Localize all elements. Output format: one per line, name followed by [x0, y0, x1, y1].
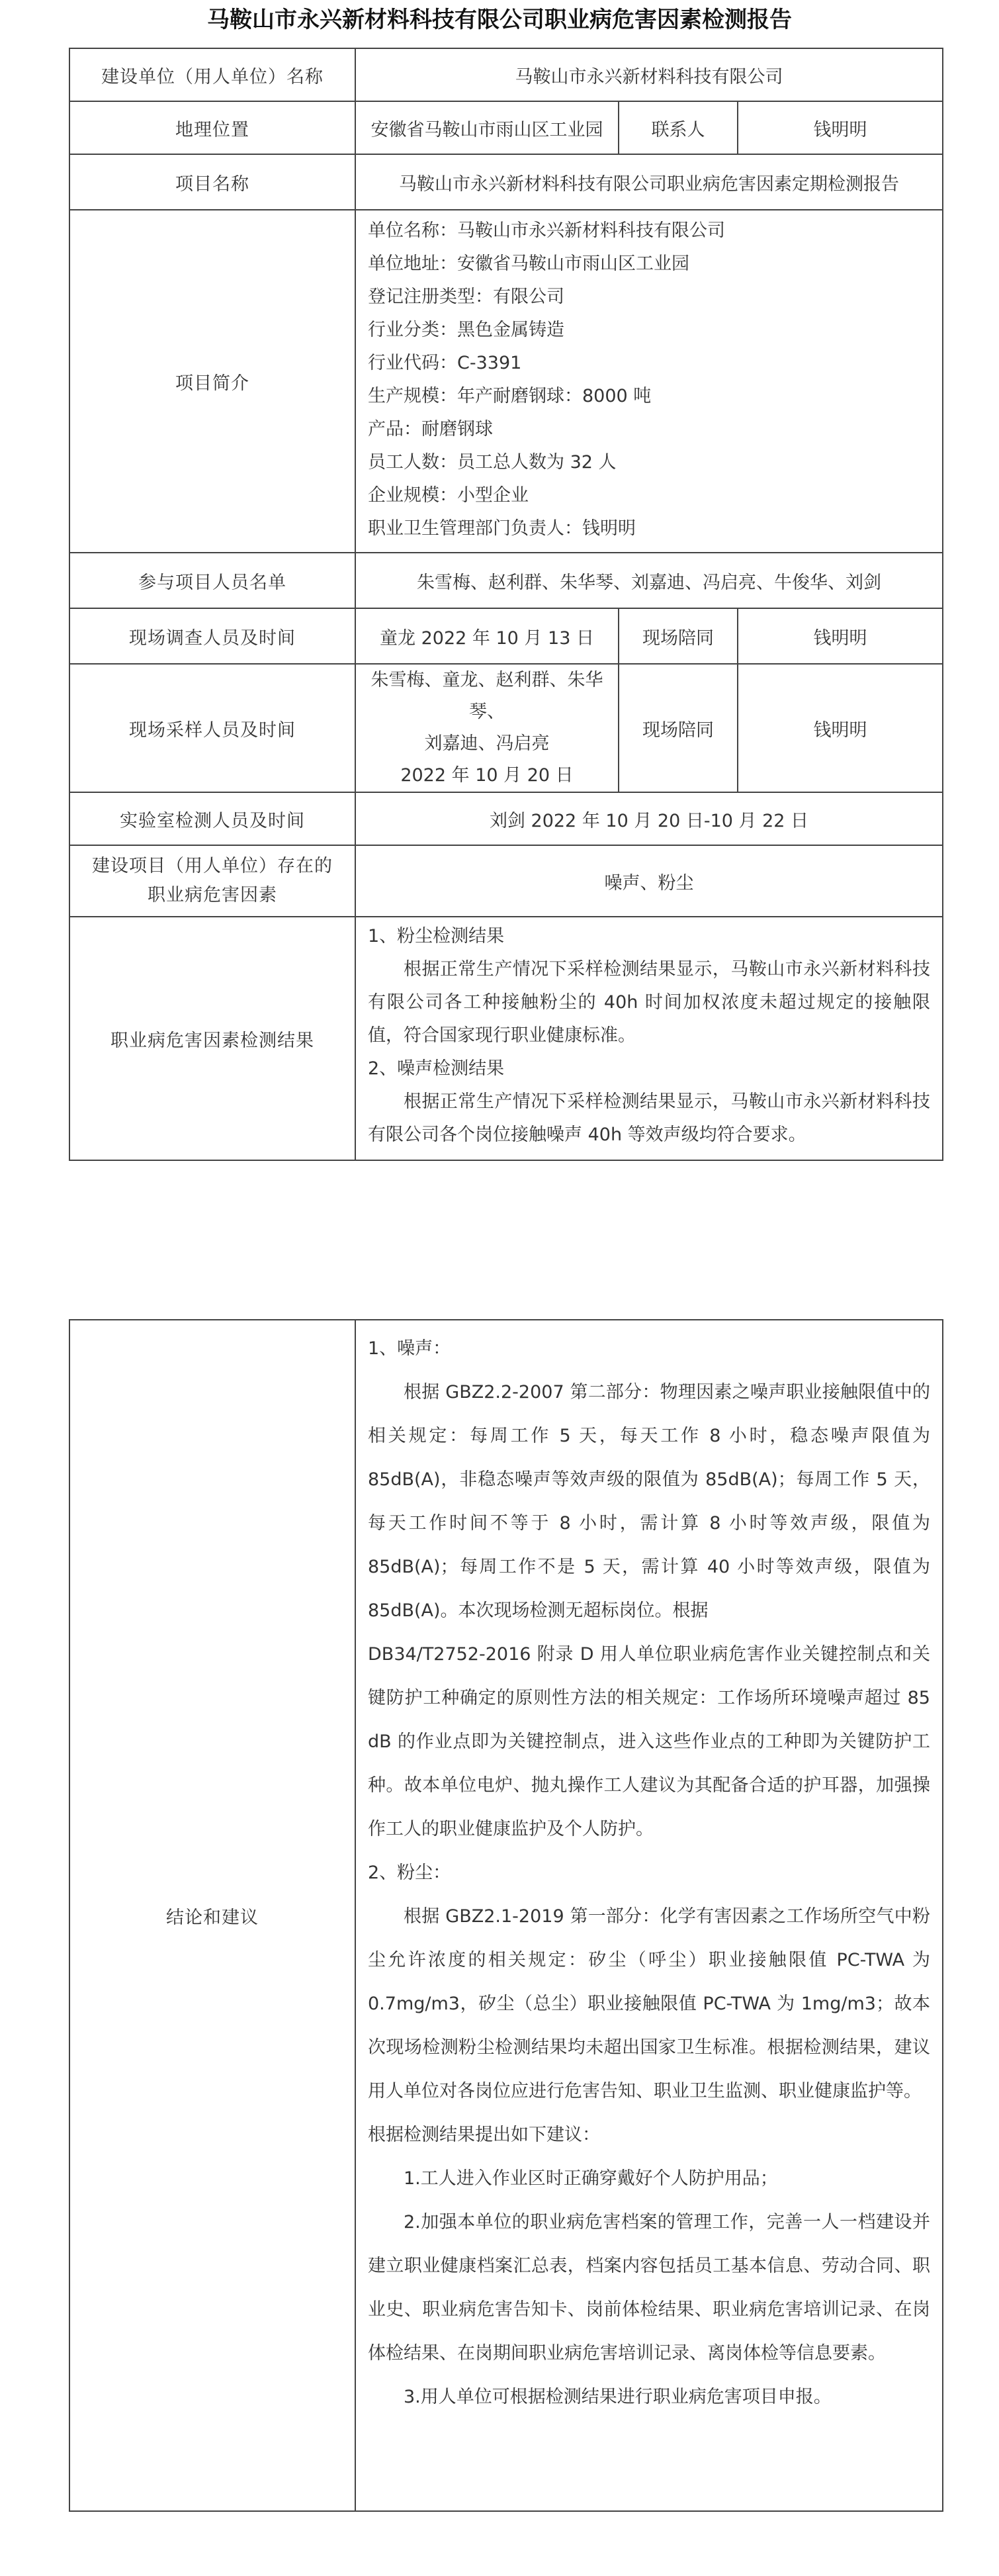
intro-line: 员工人数：员工总人数为 32 人	[368, 452, 617, 473]
sampling-line: 刘嘉迪、冯启亮	[424, 733, 550, 754]
row-project-intro	[69, 210, 943, 553]
unit-value: 马鞍山市永兴新材料科技有限公司	[355, 48, 943, 101]
conclusion-label: 结论和建议	[69, 1320, 355, 2511]
project-intro-label: 项目简介	[69, 210, 355, 553]
contact-label: 联系人	[619, 101, 738, 154]
sampling-escort-value: 钱明明	[738, 664, 943, 792]
survey-value: 童龙 2022 年 10 月 13 日	[355, 608, 619, 664]
suggestion-item: 2.加强本单位的职业病危害档案的管理工作，完善一人一档建设并建立职业健康档案汇总表，档案内容包括员工基本信息、劳动合同、职业史、职业病危害告知卡、岗前体检结果、职业病危害培训记录、在岗体检结果、在岗期间职业病危害培训记录、离岗体检等信息要素。	[368, 2212, 930, 2364]
intro-line: 行业分类：黑色金属铸造	[368, 320, 564, 340]
page-title: 马鞍山市永兴新材料科技有限公司职业病危害因素检测报告	[207, 7, 792, 33]
row-unit	[69, 48, 943, 101]
results-label: 职业病危害因素检测结果	[69, 917, 355, 1160]
row-location	[69, 101, 943, 154]
project-intro-content	[355, 210, 943, 553]
intro-line: 企业规模：小型企业	[368, 485, 529, 506]
conclusion-content	[355, 1320, 943, 2511]
row-lab	[69, 792, 943, 845]
conclusion-paragraph-noise-db34: DB34/T2752-2016 附录 D 用人单位职业病危害作业关键控制点和关键防护工种确定的原则性方法的相关规定：工作场所环境噪声超过 85 dB 的作业点即为关键控制点，进入这些作业点的工种即为关键防护工种。故本单位电炉、抛丸操作工人建议为其配备合适的护耳器，加强操作工人的职业健康监护及个人防护。	[368, 1644, 930, 1839]
hazard-label-line: 职业病危害因素	[148, 885, 277, 905]
project-name-label: 项目名称	[69, 154, 355, 210]
project-name-value: 马鞍山市永兴新材料科技有限公司职业病危害因素定期检测报告	[355, 154, 943, 210]
intro-line: 单位名称：马鞍山市永兴新材料科技有限公司	[368, 220, 725, 241]
lab-label: 实验室检测人员及时间	[69, 792, 355, 845]
suggestion-item: 1.工人进入作业区时正确穿戴好个人防护用品；	[404, 2168, 778, 2189]
row-sampling	[69, 664, 943, 792]
row-project-name	[69, 154, 943, 210]
intro-line: 产品：耐磨钢球	[368, 419, 493, 439]
sampling-label: 现场采样人员及时间	[69, 664, 355, 792]
sampling-line: 朱雪梅、童龙、赵利群、朱华琴、	[370, 670, 603, 722]
sampling-line: 2022 年 10 月 20 日	[400, 765, 574, 786]
intro-line: 单位地址：安徽省马鞍山市雨山区工业园	[368, 253, 689, 274]
location-value: 安徽省马鞍山市雨山区工业园	[355, 101, 619, 154]
intro-line: 生产规模：年产耐磨钢球：8000 吨	[368, 386, 652, 406]
sampling-escort-label: 现场陪同	[619, 664, 738, 792]
suggestions-heading: 根据检测结果提出如下建议：	[368, 2125, 600, 2145]
row-survey	[69, 608, 943, 664]
suggestion-item: 3.用人单位可根据检测结果进行职业病危害项目申报。	[404, 2387, 832, 2407]
results-heading-dust: 1、粉尘检测结果	[368, 926, 505, 946]
results-paragraph-noise: 根据正常生产情况下采样检测结果显示，马鞍山市永兴新材料科技有限公司各个岗位接触噪声 40h 等效声级均符合要求。	[368, 1091, 930, 1145]
survey-escort-value: 钱明明	[738, 608, 943, 664]
intro-line: 行业代码：C-3391	[368, 353, 522, 373]
intro-line: 登记注册类型：有限公司	[368, 287, 564, 307]
participants-value: 朱雪梅、赵利群、朱华琴、刘嘉迪、冯启亮、牛俊华、刘剑	[355, 553, 943, 608]
location-label: 地理位置	[69, 101, 355, 154]
survey-label: 现场调查人员及时间	[69, 608, 355, 664]
row-hazard	[69, 845, 943, 917]
row-conclusion	[69, 1320, 943, 2511]
unit-label: 建设单位（用人单位）名称	[69, 48, 355, 101]
sampling-value	[355, 664, 619, 792]
report-info-table	[69, 48, 943, 1161]
conclusion-table	[69, 1319, 943, 2512]
hazard-label	[69, 845, 355, 917]
conclusion-paragraph-dust: 根据 GBZ2.1-2019 第一部分：化学有害因素之工作场所空气中粉尘允许浓度的相关规定：矽尘（呼尘）职业接触限值 PC-TWA 为 0.7mg/m3，矽尘（总尘）职业接触限值 PC-TWA 为 1mg/m3；故本次现场检测粉尘检测结果均未超出国家卫生标准。根据检测结果，建议用人单位对各岗位应进行危害告知、职业卫生监测、职业健康监护等。	[368, 1906, 930, 2101]
results-paragraph-dust: 根据正常生产情况下采样检测结果显示，马鞍山市永兴新材料科技有限公司各工种接触粉尘的 40h 时间加权浓度未超过规定的接触限值，符合国家现行职业健康标准。	[368, 959, 930, 1046]
intro-line: 职业卫生管理部门负责人：钱明明	[368, 518, 636, 539]
contact-value: 钱明明	[738, 101, 943, 154]
hazard-value: 噪声、粉尘	[355, 845, 943, 917]
survey-escort-label: 现场陪同	[619, 608, 738, 664]
participants-label: 参与项目人员名单	[69, 553, 355, 608]
row-participants	[69, 553, 943, 608]
results-heading-noise: 2、噪声检测结果	[368, 1058, 505, 1079]
results-content	[355, 917, 943, 1160]
lab-value: 刘剑 2022 年 10 月 20 日-10 月 22 日	[355, 792, 943, 845]
hazard-label-line: 建设项目（用人单位）存在的	[92, 856, 333, 876]
conclusion-paragraph-noise: 根据 GBZ2.2-2007 第二部分：物理因素之噪声职业接触限值中的相关规定：每周工作 5 天，每天工作 8 小时，稳态噪声限值为 85dB(A)，非稳态噪声等效声级的限值为 85dB(A)；每周工作 5 天，每天工作时间不等于 8 小时，需计算 8 小时等效声级，限值为 85dB(A)；每周工作不是 5 天，需计算 40 小时等效声级，限值为 85dB(A)。本次现场检测无超标岗位。根据	[368, 1382, 930, 1621]
conclusion-heading-dust: 2、粉尘：	[368, 1863, 451, 1883]
conclusion-heading-noise: 1、噪声：	[368, 1338, 451, 1359]
row-results	[69, 917, 943, 1160]
